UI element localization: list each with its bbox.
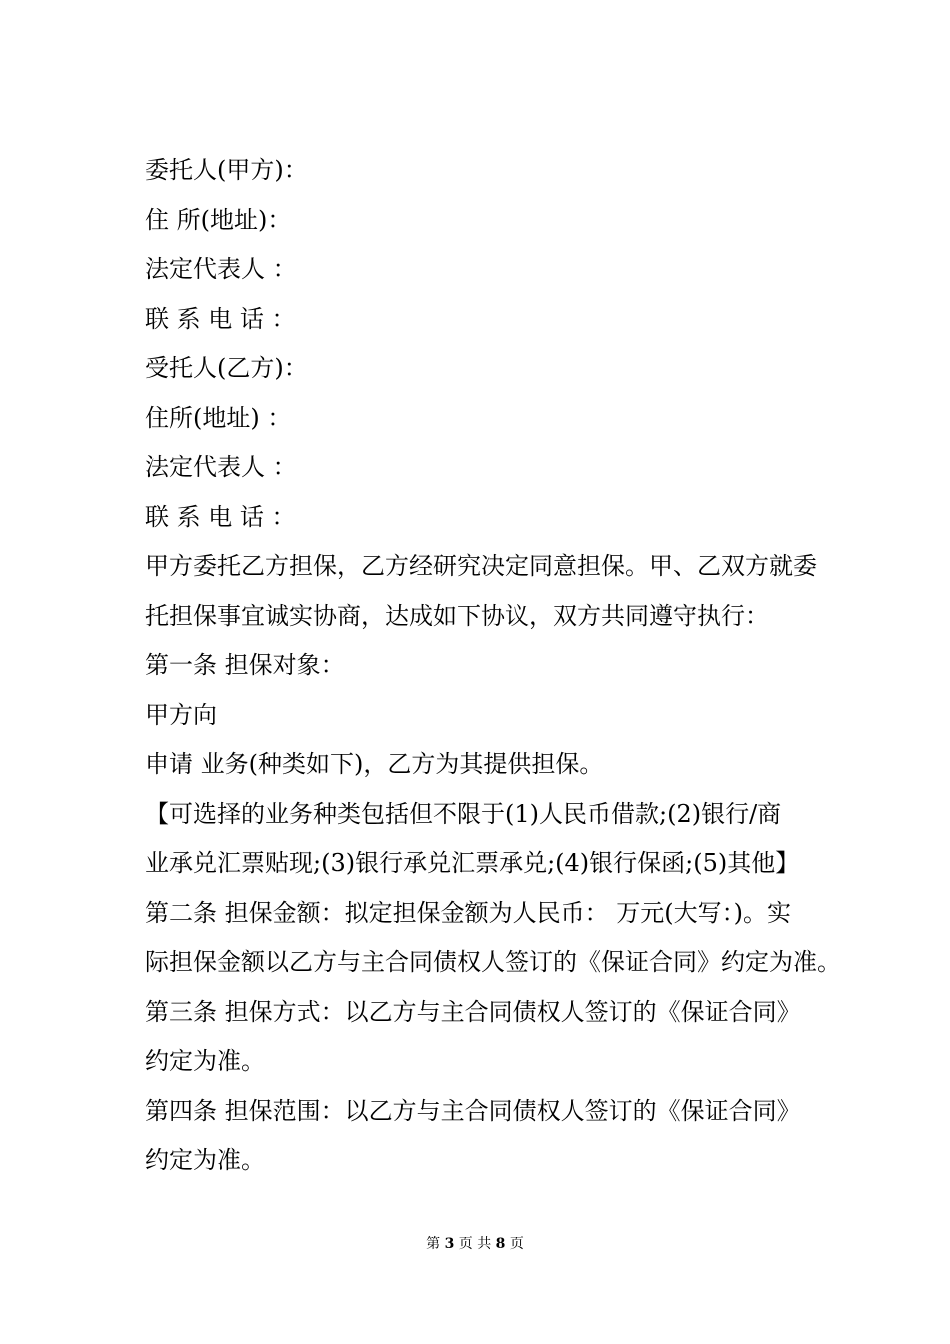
article-1-line-1: 甲方向 [145, 700, 217, 729]
article-3-line-2: 约定为准。 [145, 1047, 265, 1075]
footer-middle: 页 共 [458, 1236, 492, 1252]
party-a-label: 委托人(甲方)： [145, 156, 308, 184]
party-a-representative: 法定代表人 ： [145, 255, 297, 283]
party-b-label: 受托人(乙方)： [145, 354, 308, 382]
article-1-heading: 第一条 担保对象： [145, 651, 345, 679]
article-4-line-2: 约定为准。 [145, 1146, 265, 1174]
party-a-address: 住 所(地址)： [145, 205, 292, 234]
current-page-number: 3 [444, 1236, 455, 1252]
page-footer [0, 1234, 950, 1254]
business-types-line-1: 【可选择的业务种类包括但不限于(1)人民币借款;(2)银行/商 [145, 799, 782, 828]
party-b-address: 住所(地址) ： [145, 403, 292, 432]
article-4-line-1: 第四条 担保范围：以乙方与主合同债权人签订的《保证合同》 [145, 1096, 801, 1125]
article-3-line-1: 第三条 担保方式：以乙方与主合同债权人签订的《保证合同》 [145, 997, 801, 1026]
business-types-line-2: 业承兑汇票贴现;(3)银行承兑汇票承兑;(4)银行保函;(5)其他】 [145, 849, 800, 877]
preamble-line-1: 甲方委托乙方担保，乙方经研究决定同意担保。甲、乙双方就委 [145, 552, 817, 580]
article-2-line-2: 际担保金额以乙方与主合同债权人签订的《保证合同》约定为准。 [145, 948, 841, 976]
article-1-line-2: 申请 业务(种类如下)，乙方为其提供担保。 [145, 750, 604, 778]
document-body [145, 146, 841, 1186]
footer-prefix: 第 [426, 1236, 441, 1252]
footer-suffix: 页 [509, 1236, 524, 1252]
party-b-phone: 联 系 电 话 ： [145, 502, 296, 531]
party-a-phone: 联 系 电 话 ： [145, 304, 296, 333]
preamble-line-2: 托担保事宜诚实协商，达成如下协议，双方共同遵守执行： [145, 601, 769, 630]
article-2-line-1: 第二条 担保金额：拟定担保金额为人民币： 万元(大写：)。实 [145, 898, 791, 927]
total-pages-number: 8 [495, 1236, 506, 1252]
party-b-representative: 法定代表人 ： [145, 453, 297, 481]
